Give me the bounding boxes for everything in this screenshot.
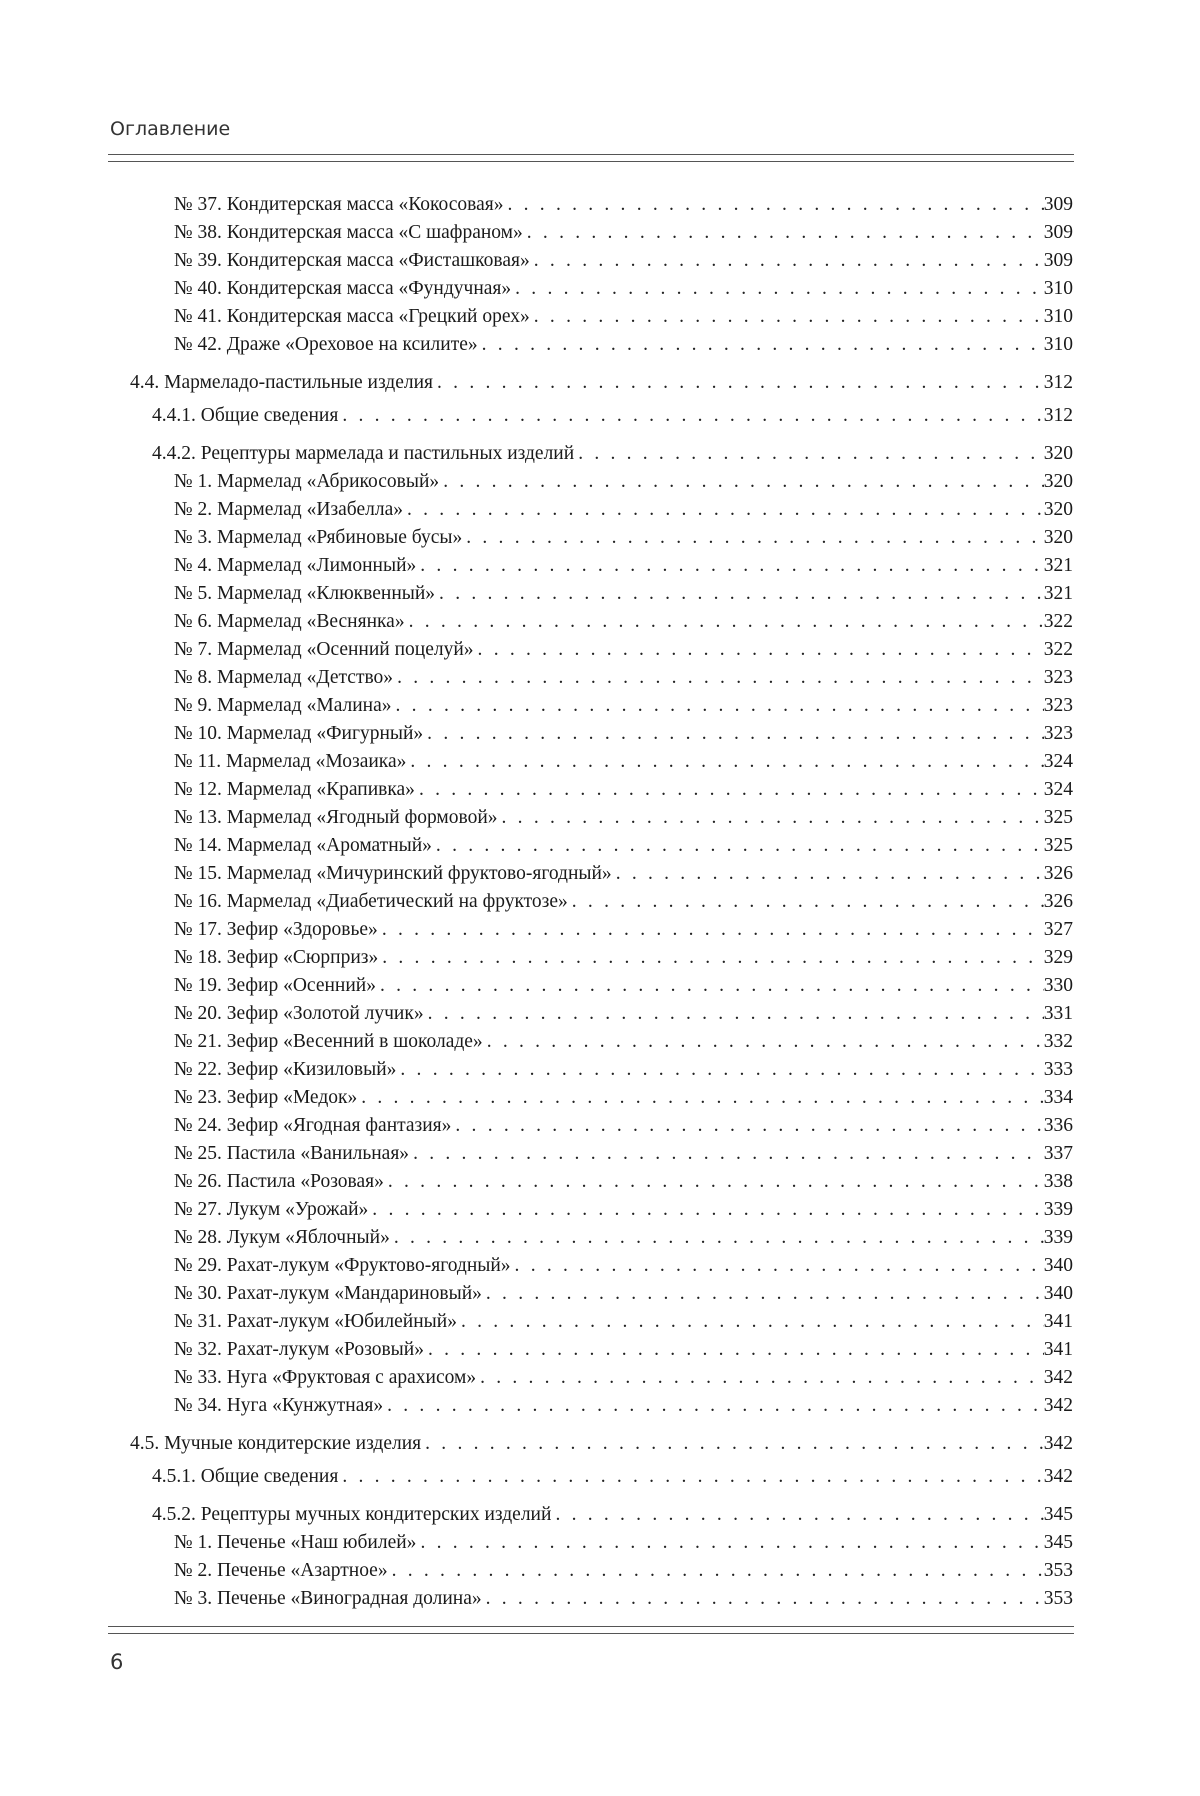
toc-entry-page: 336: [1043, 1115, 1073, 1136]
toc-entry: [174, 525, 1073, 551]
toc-entry: [174, 1530, 1073, 1556]
dot-leader: [338, 1464, 1043, 1490]
toc-entry-page: 331: [1043, 1003, 1073, 1024]
toc-entry-title: № 20. Зефир «Золотой лучик»: [174, 1003, 424, 1024]
dot-leader: [432, 833, 1044, 859]
toc-entry-page: 320: [1043, 527, 1073, 548]
toc-entry-title: № 1. Мармелад «Абрикосовый»: [174, 471, 440, 492]
toc-entry: [174, 276, 1073, 302]
dot-leader: [551, 1502, 1043, 1528]
toc-entry-title: № 31. Рахат-лукум «Юбилейный»: [174, 1311, 457, 1332]
toc-entry-title: № 12. Мармелад «Крапивка»: [174, 779, 415, 800]
toc-entry-page: 322: [1043, 639, 1073, 660]
toc-entry-page: 320: [1043, 499, 1073, 520]
toc-entry-title: № 14. Мармелад «Ароматный»: [174, 835, 432, 856]
toc-entry-title: № 6. Мармелад «Веснянка»: [174, 611, 405, 632]
dot-leader: [483, 1029, 1044, 1055]
footer-double-rule: [108, 1626, 1074, 1634]
toc-entry-page: 309: [1043, 194, 1073, 215]
toc-entry: [174, 1001, 1073, 1027]
dot-leader: [415, 777, 1044, 803]
toc-entry: [174, 749, 1073, 775]
toc-entry-title: 4.5. Мучные кондитерские изделия: [130, 1433, 422, 1454]
dot-leader: [439, 469, 1044, 495]
toc-entry: [174, 220, 1073, 246]
toc-entry-page: 310: [1043, 278, 1073, 299]
toc-entry: [174, 469, 1073, 495]
toc-entry: [174, 1281, 1073, 1307]
toc-entry: [174, 609, 1073, 635]
toc-entry-page: 321: [1043, 583, 1073, 604]
toc-entry: [174, 889, 1073, 915]
toc-entry: [174, 1225, 1073, 1251]
toc-entry-title: № 8. Мармелад «Детство»: [174, 667, 394, 688]
dot-leader: [383, 1393, 1044, 1419]
toc-entry-page: 332: [1043, 1031, 1073, 1052]
toc-entry: [174, 1169, 1073, 1195]
toc-entry: [174, 1029, 1073, 1055]
dot-leader: [378, 917, 1044, 943]
toc-entry-title: 4.5.2. Рецептуры мучных кондитерских изделий: [152, 1504, 552, 1525]
dot-leader: [457, 1309, 1044, 1335]
toc-entry-page: 321: [1043, 555, 1073, 576]
toc-entry: [174, 1558, 1073, 1584]
dot-leader: [388, 1558, 1044, 1584]
toc-entry-page: 327: [1043, 919, 1073, 940]
toc-entry-title: № 29. Рахат-лукум «Фруктово-ягодный»: [174, 1255, 511, 1276]
dot-leader: [368, 1197, 1043, 1223]
toc-entry-page: 341: [1043, 1339, 1073, 1360]
toc-entry-page: 334: [1043, 1087, 1073, 1108]
toc-entry-title: № 32. Рахат-лукум «Розовый»: [174, 1339, 424, 1360]
toc-entry: [174, 1113, 1073, 1139]
toc-entry-title: № 42. Драже «Ореховое на ксилите»: [174, 334, 478, 355]
toc-entry: [174, 248, 1073, 274]
toc-entry: [174, 1393, 1073, 1419]
toc-entry: [174, 805, 1073, 831]
toc-entry-title: № 10. Мармелад «Фигурный»: [174, 723, 424, 744]
dot-leader: [530, 248, 1044, 274]
toc-entry: [174, 1253, 1073, 1279]
dot-leader: [462, 525, 1044, 551]
toc-entry: [174, 1141, 1073, 1167]
dot-leader: [482, 1586, 1044, 1612]
toc-entry: [174, 833, 1073, 859]
toc-entry: [174, 1337, 1073, 1363]
toc-entry-page: 339: [1043, 1227, 1073, 1248]
dot-leader: [393, 665, 1044, 691]
toc-entry-title: № 39. Кондитерская масса «Фисташковая»: [174, 250, 530, 271]
dot-leader: [435, 581, 1044, 607]
toc-entry-page: 340: [1043, 1255, 1073, 1276]
toc-entry-title: № 21. Зефир «Весенний в шоколаде»: [174, 1031, 483, 1052]
dot-leader: [511, 1253, 1044, 1279]
toc-entry-page: 333: [1043, 1059, 1073, 1080]
toc-entry-page: 341: [1043, 1311, 1073, 1332]
toc-entry-title: № 38. Кондитерская масса «С шафраном»: [174, 222, 523, 243]
toc-entry-page: 320: [1043, 443, 1073, 464]
toc-entry-page: 323: [1043, 667, 1073, 688]
dot-leader: [421, 1431, 1044, 1457]
toc-entry-title: № 19. Зефир «Осенний»: [174, 975, 376, 996]
toc-entry-page: 323: [1043, 695, 1073, 716]
dot-leader: [392, 693, 1044, 719]
dot-leader: [612, 861, 1044, 887]
toc-entry-title: № 2. Печенье «Азартное»: [174, 1560, 388, 1581]
toc-entry: [174, 1197, 1073, 1223]
dot-leader: [511, 276, 1044, 302]
dot-leader: [568, 889, 1044, 915]
toc-entry-title: № 27. Лукум «Урожай»: [174, 1199, 369, 1220]
toc-entry-title: № 11. Мармелад «Мозаика»: [174, 751, 407, 772]
toc-entry-page: 326: [1043, 891, 1073, 912]
toc-entry-page: 345: [1043, 1504, 1073, 1525]
dot-leader: [390, 1225, 1044, 1251]
toc-entry-page: 322: [1043, 611, 1073, 632]
toc-entry-page: 323: [1043, 723, 1073, 744]
toc-entry-title: № 28. Лукум «Яблочный»: [174, 1227, 390, 1248]
toc-entry-title: 4.4.1. Общие сведения: [152, 405, 339, 426]
dot-leader: [530, 304, 1044, 330]
toc-entry-page: 310: [1043, 334, 1073, 355]
dot-leader: [376, 973, 1044, 999]
dot-leader: [416, 553, 1043, 579]
toc-entry: [174, 917, 1073, 943]
dot-leader: [406, 749, 1043, 775]
dot-leader: [396, 1057, 1043, 1083]
dot-leader: [384, 1169, 1044, 1195]
toc-entry-title: № 23. Зефир «Медок»: [174, 1087, 358, 1108]
dot-leader: [482, 1281, 1044, 1307]
toc-entry-page: 324: [1043, 779, 1073, 800]
toc-entry-title: № 7. Мармелад «Осенний поцелуй»: [174, 639, 474, 660]
toc-entry-title: 4.4.2. Рецептуры мармелада и пастильных изделий: [152, 443, 575, 464]
toc-entry-title: № 18. Зефир «Сюрприз»: [174, 947, 379, 968]
dot-leader: [433, 370, 1044, 396]
toc-entry-title: № 26. Пастила «Розовая»: [174, 1171, 384, 1192]
dot-leader: [357, 1085, 1044, 1111]
toc-entry-title: № 4. Мармелад «Лимонный»: [174, 555, 417, 576]
dot-leader: [424, 1001, 1044, 1027]
toc-entry-title: № 40. Кондитерская масса «Фундучная»: [174, 278, 512, 299]
toc-entry-page: 340: [1043, 1283, 1073, 1304]
toc-entry-page: 329: [1043, 947, 1073, 968]
toc-entry-page: 325: [1043, 807, 1073, 828]
toc-entry: [152, 1464, 1073, 1490]
toc-entry-title: № 15. Мармелад «Мичуринский фруктово-ягодный»: [174, 863, 612, 884]
toc-entry-page: 337: [1043, 1143, 1073, 1164]
toc-entry-title: № 25. Пастила «Ванильная»: [174, 1143, 410, 1164]
toc-entry-title: № 24. Зефир «Ягодная фантазия»: [174, 1115, 452, 1136]
toc-entry-page: 342: [1043, 1433, 1073, 1454]
dot-leader: [478, 332, 1044, 358]
toc-entry-page: 309: [1043, 222, 1073, 243]
toc-entry-page: 310: [1043, 306, 1073, 327]
toc-entry-title: № 3. Печенье «Виноградная долина»: [174, 1588, 482, 1609]
toc-entry-title: № 3. Мармелад «Рябиновые бусы»: [174, 527, 463, 548]
toc-entry-page: 312: [1043, 405, 1073, 426]
toc-entry-page: 339: [1043, 1199, 1073, 1220]
toc-entry-title: № 13. Мармелад «Ягодный формовой»: [174, 807, 498, 828]
dot-leader: [498, 805, 1044, 831]
running-head-title: Оглавление: [110, 118, 231, 140]
toc-entry: [174, 553, 1073, 579]
toc-entry-title: № 1. Печенье «Наш юбилей»: [174, 1532, 417, 1553]
dot-leader: [416, 1530, 1043, 1556]
toc-entry-page: 342: [1043, 1395, 1073, 1416]
dot-leader: [423, 721, 1044, 747]
toc-entry: [152, 403, 1073, 429]
toc-entry-title: № 34. Нуга «Кунжутная»: [174, 1395, 384, 1416]
toc-entry: [174, 497, 1073, 523]
toc-entry: [174, 973, 1073, 999]
dot-leader: [409, 1141, 1044, 1167]
toc-entry-title: № 22. Зефир «Кизиловый»: [174, 1059, 397, 1080]
toc-entry-title: № 5. Мармелад «Клюквенный»: [174, 583, 436, 604]
toc-entry-page: 353: [1043, 1560, 1073, 1581]
toc-entry: [174, 945, 1073, 971]
toc-entry-title: № 41. Кондитерская масса «Грецкий орех»: [174, 306, 530, 327]
toc-entry: [174, 637, 1073, 663]
dot-leader: [424, 1337, 1044, 1363]
dot-leader: [403, 497, 1044, 523]
toc-entry-page: 324: [1043, 751, 1073, 772]
dot-leader: [378, 945, 1044, 971]
toc-entry-title: № 17. Зефир «Здоровье»: [174, 919, 378, 940]
toc-entry: [130, 370, 1073, 396]
toc-entry: [174, 721, 1073, 747]
toc-entry-page: 342: [1043, 1466, 1073, 1487]
toc-entry: [152, 1502, 1073, 1528]
dot-leader: [574, 441, 1044, 467]
toc-entry: [174, 1309, 1073, 1335]
toc-entry-page: 309: [1043, 250, 1073, 271]
toc-entry: [174, 581, 1073, 607]
toc-entry-page: 342: [1043, 1367, 1073, 1388]
toc-entry-title: № 2. Мармелад «Изабелла»: [174, 499, 403, 520]
toc-entry: [174, 1057, 1073, 1083]
toc-entry: [174, 777, 1073, 803]
dot-leader: [523, 220, 1044, 246]
toc-entry: [174, 861, 1073, 887]
toc-entry-page: 330: [1043, 975, 1073, 996]
toc-entry-title: № 30. Рахат-лукум «Мандариновый»: [174, 1283, 482, 1304]
toc-entry: [174, 665, 1073, 691]
toc-entry-page: 345: [1043, 1532, 1073, 1553]
toc-entry-title: 4.5.1. Общие сведения: [152, 1466, 339, 1487]
page-number: 6: [110, 1650, 124, 1674]
toc-entry-title: № 16. Мармелад «Диабетический на фруктозе»: [174, 891, 568, 912]
dot-leader: [476, 1365, 1044, 1391]
toc-entry-page: 326: [1043, 863, 1073, 884]
toc-entry: [174, 1586, 1073, 1612]
toc-entry-page: 320: [1043, 471, 1073, 492]
toc-entry: [130, 1431, 1073, 1457]
toc-entry: [174, 304, 1073, 330]
dot-leader: [338, 403, 1043, 429]
dot-leader: [504, 192, 1044, 218]
toc-entry-title: № 33. Нуга «Фруктовая с арахисом»: [174, 1367, 477, 1388]
toc-entry: [174, 1365, 1073, 1391]
toc-entry-title: № 9. Мармелад «Малина»: [174, 695, 392, 716]
toc-entry: [174, 332, 1073, 358]
toc-entry-title: № 37. Кондитерская масса «Кокосовая»: [174, 194, 504, 215]
header-double-rule: [108, 154, 1074, 162]
dot-leader: [451, 1113, 1043, 1139]
toc-entry: [152, 441, 1073, 467]
toc-entry: [174, 1085, 1073, 1111]
toc-entry-page: 312: [1043, 372, 1073, 393]
toc-entry: [174, 693, 1073, 719]
toc-entry-page: 353: [1043, 1588, 1073, 1609]
toc-entry-title: 4.4. Мармеладо-пастильные изделия: [130, 372, 434, 393]
toc-entry-page: 338: [1043, 1171, 1073, 1192]
dot-leader: [474, 637, 1044, 663]
dot-leader: [405, 609, 1044, 635]
toc-entry: [174, 192, 1073, 218]
toc-entry-page: 325: [1043, 835, 1073, 856]
